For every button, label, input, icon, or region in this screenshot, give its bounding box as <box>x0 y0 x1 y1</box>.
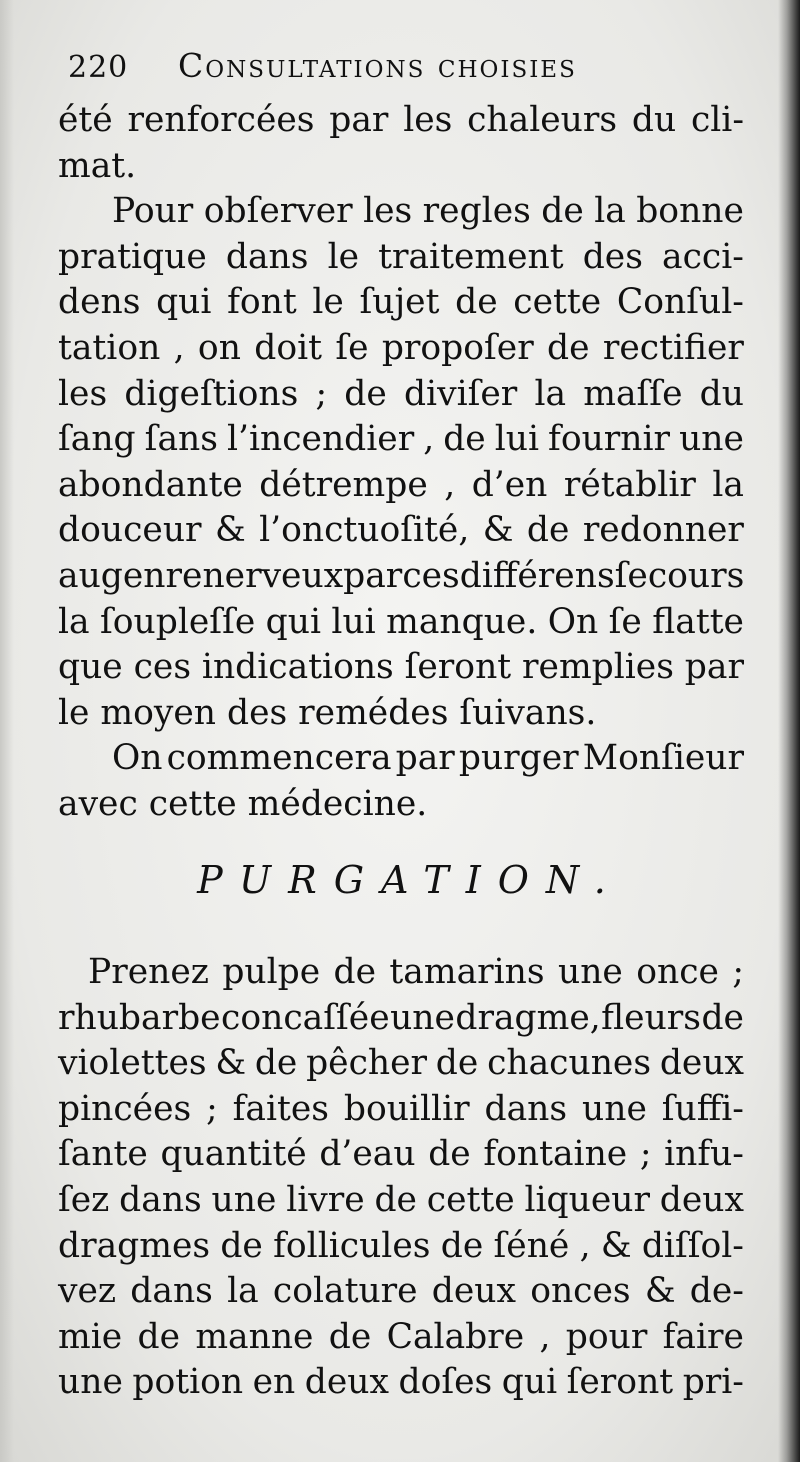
word: nerveux <box>202 555 344 596</box>
word: ; <box>206 1088 218 1129</box>
page-left-edge <box>0 0 14 1462</box>
word: pêcher <box>306 1043 428 1084</box>
word: potion <box>132 1362 244 1403</box>
word: faire <box>662 1316 744 1357</box>
text-line <box>58 600 744 646</box>
word: fleurs <box>601 997 702 1038</box>
word: bonne <box>636 191 744 232</box>
word: tamarins <box>389 952 545 992</box>
word: pri- <box>682 1362 744 1403</box>
word: livre <box>286 1179 365 1220</box>
word: dans <box>130 1271 213 1312</box>
word: les <box>58 373 108 414</box>
word: chaleurs <box>467 100 618 140</box>
word: Pour <box>112 191 194 232</box>
word: propoſer <box>381 327 534 368</box>
word: la <box>594 191 626 232</box>
word: pulpe <box>222 952 321 992</box>
word: les <box>403 100 453 140</box>
word: que <box>58 647 123 688</box>
text-line <box>58 1132 744 1178</box>
word: Monſieur <box>582 738 744 779</box>
word: purger <box>458 738 579 779</box>
word: le <box>312 282 344 323</box>
word: infu- <box>664 1134 744 1175</box>
word: le <box>327 236 360 277</box>
word: Conſul- <box>616 282 744 323</box>
text-line <box>58 326 744 372</box>
line-text: le moyen des remédes ſuivans. <box>58 692 597 733</box>
word: dans <box>119 1179 202 1220</box>
word: deux <box>659 1043 744 1084</box>
text-line <box>58 1269 744 1315</box>
word: ſans <box>144 419 218 460</box>
word: détrempe <box>259 464 428 505</box>
word: ces <box>133 647 192 688</box>
word: acci- <box>662 236 744 277</box>
word: quantité <box>160 1134 307 1175</box>
word: Prenez <box>88 952 209 992</box>
word: dans <box>484 1088 568 1129</box>
word: au <box>58 555 101 596</box>
word: doit <box>254 327 322 368</box>
word: la <box>227 1271 259 1312</box>
word: de <box>541 191 584 232</box>
word: une <box>557 952 623 992</box>
word: ſoupleſſe <box>100 601 256 642</box>
text-line <box>58 463 744 509</box>
word: de <box>701 997 744 1038</box>
word: ſéné <box>493 1225 570 1266</box>
word: de <box>455 282 498 323</box>
word: deux <box>659 1179 744 1220</box>
word: ; <box>732 952 744 992</box>
word: ; <box>315 373 328 414</box>
word: qui <box>265 601 322 642</box>
word: qui <box>501 1362 558 1403</box>
word: , <box>444 464 456 505</box>
word: renforcées <box>127 100 315 140</box>
word: ſujet <box>359 282 440 323</box>
word: onces <box>530 1271 631 1312</box>
text-line <box>58 691 744 737</box>
text-line <box>58 782 744 828</box>
word: On <box>112 738 163 779</box>
word: d’eau <box>319 1134 416 1175</box>
text-line <box>58 1041 744 1087</box>
word: du <box>631 100 677 140</box>
word: genre <box>100 555 203 596</box>
word: la <box>534 373 567 414</box>
word: dens <box>58 282 141 323</box>
word: ſe <box>335 327 369 368</box>
word: chacunes <box>487 1043 652 1084</box>
word: pour <box>565 1316 648 1357</box>
word: doſes <box>398 1362 493 1403</box>
text-line <box>58 736 744 782</box>
word: Calabre <box>386 1316 525 1357</box>
word: la <box>712 464 744 505</box>
word: des <box>582 236 643 277</box>
word: pratique <box>58 236 207 277</box>
word: & <box>214 510 246 551</box>
word: faites <box>232 1088 329 1129</box>
word: en <box>252 1362 296 1403</box>
text-line <box>58 996 744 1042</box>
word: par <box>395 738 455 779</box>
word: une <box>582 1088 647 1129</box>
word: ſante <box>58 1134 148 1175</box>
word: redonner <box>582 510 744 551</box>
word: une <box>679 419 744 460</box>
word: l’incendier <box>226 419 415 460</box>
word: pincées <box>58 1088 192 1129</box>
page-number: 220 <box>68 50 129 85</box>
word: On <box>547 601 599 642</box>
text-line <box>58 1224 744 1270</box>
word: indications <box>201 647 394 688</box>
word: dans <box>225 236 309 277</box>
word: d’en <box>471 464 548 505</box>
word: diſſol- <box>641 1225 744 1266</box>
text-line <box>58 508 744 554</box>
text-line <box>58 645 744 691</box>
word: traitement <box>378 236 564 277</box>
word: manque. <box>386 601 538 642</box>
text-line <box>58 950 744 996</box>
word: dragme, <box>455 997 601 1038</box>
word: une <box>390 997 455 1038</box>
text-line <box>58 1315 744 1361</box>
word: l’onctuoſité, <box>259 510 470 551</box>
word: différens <box>459 555 615 596</box>
text-line <box>58 144 744 190</box>
line-text: avec cette médecine. <box>58 783 428 824</box>
page-right-shadow <box>778 0 800 1462</box>
text-line <box>58 417 744 463</box>
word: on <box>197 327 241 368</box>
word: de <box>328 1316 372 1357</box>
word: de <box>547 327 590 368</box>
word: digeſtions <box>124 373 299 414</box>
word: maſſe <box>583 373 683 414</box>
word: par <box>343 555 403 596</box>
word: deux <box>431 1271 516 1312</box>
word: flatte <box>652 601 744 642</box>
word: ces <box>402 555 460 596</box>
word: ſez <box>58 1179 110 1220</box>
word: été <box>58 100 113 140</box>
word: qui <box>156 282 212 323</box>
text-line <box>58 280 744 326</box>
word: commencera <box>166 738 392 779</box>
word: follicules <box>273 1225 431 1266</box>
word: once <box>636 952 719 992</box>
word: de <box>333 952 377 992</box>
text-line <box>58 1178 744 1224</box>
text-line <box>58 235 744 281</box>
word: , <box>539 1316 551 1357</box>
word: par <box>329 100 389 140</box>
word: , <box>423 419 435 460</box>
word: de <box>428 1134 471 1175</box>
word: concaſſée <box>221 997 390 1038</box>
word: ſang <box>58 419 136 460</box>
word: & <box>644 1271 676 1312</box>
word: de <box>254 1043 298 1084</box>
word: cette <box>513 282 602 323</box>
word: ſuffi- <box>661 1088 744 1129</box>
word: de- <box>689 1271 744 1312</box>
word: rétablir <box>563 464 696 505</box>
word: ſeront <box>404 647 512 688</box>
text-line <box>58 1087 744 1133</box>
word: ſe <box>608 601 642 642</box>
word: , <box>173 327 185 368</box>
word: les <box>363 191 413 232</box>
word: une <box>58 1362 123 1403</box>
word: colature <box>272 1271 418 1312</box>
word: de <box>220 1225 263 1266</box>
text-line <box>58 372 744 418</box>
text-line <box>58 1360 744 1406</box>
word: diviſer <box>403 373 518 414</box>
word: fournir <box>548 419 671 460</box>
word: vez <box>58 1271 117 1312</box>
page-header <box>68 46 748 96</box>
word: douceur <box>58 510 202 551</box>
word: de <box>440 1225 484 1266</box>
word: font <box>227 282 297 323</box>
word: bouillir <box>343 1088 470 1129</box>
running-title: Consultations choisies <box>178 46 577 85</box>
word: la <box>58 601 90 642</box>
word: cli- <box>690 100 744 140</box>
word: lui <box>494 419 540 460</box>
text-block-recipe <box>58 950 744 1406</box>
word: mie <box>58 1316 123 1357</box>
word: fontaine <box>483 1134 628 1175</box>
section-heading: PURGATION. <box>197 858 623 902</box>
word: violettes <box>58 1043 207 1084</box>
word: liqueur <box>524 1179 650 1220</box>
word: & <box>600 1225 632 1266</box>
word: de <box>526 510 570 551</box>
text-block-top <box>58 98 744 828</box>
word: de <box>443 419 486 460</box>
word: , <box>579 1225 591 1266</box>
word: ſecours <box>614 555 745 596</box>
word: manne <box>195 1316 314 1357</box>
word: rectifier <box>602 327 744 368</box>
word: de <box>137 1316 180 1357</box>
word: de <box>374 1179 417 1220</box>
word: regles <box>422 191 531 232</box>
word: ſeront <box>566 1362 674 1403</box>
word: ; <box>639 1134 652 1175</box>
word: deux <box>304 1362 389 1403</box>
word: cette <box>426 1179 515 1220</box>
word: une <box>211 1179 277 1220</box>
word: rhubarbe <box>58 997 221 1038</box>
word: du <box>699 373 744 414</box>
line-text: mat. <box>58 145 137 186</box>
word: dragmes <box>58 1225 211 1266</box>
word: remplies <box>522 647 674 688</box>
word: tation <box>58 327 161 368</box>
word: abondante <box>58 464 243 505</box>
word: lui <box>331 601 376 642</box>
word: obſerver <box>203 191 353 232</box>
text-line <box>58 189 744 235</box>
word: par <box>684 647 744 688</box>
text-line <box>58 98 744 144</box>
word: & <box>482 510 514 551</box>
word: de <box>344 373 387 414</box>
word: & <box>215 1043 247 1084</box>
text-line <box>58 554 744 600</box>
word: de <box>435 1043 479 1084</box>
